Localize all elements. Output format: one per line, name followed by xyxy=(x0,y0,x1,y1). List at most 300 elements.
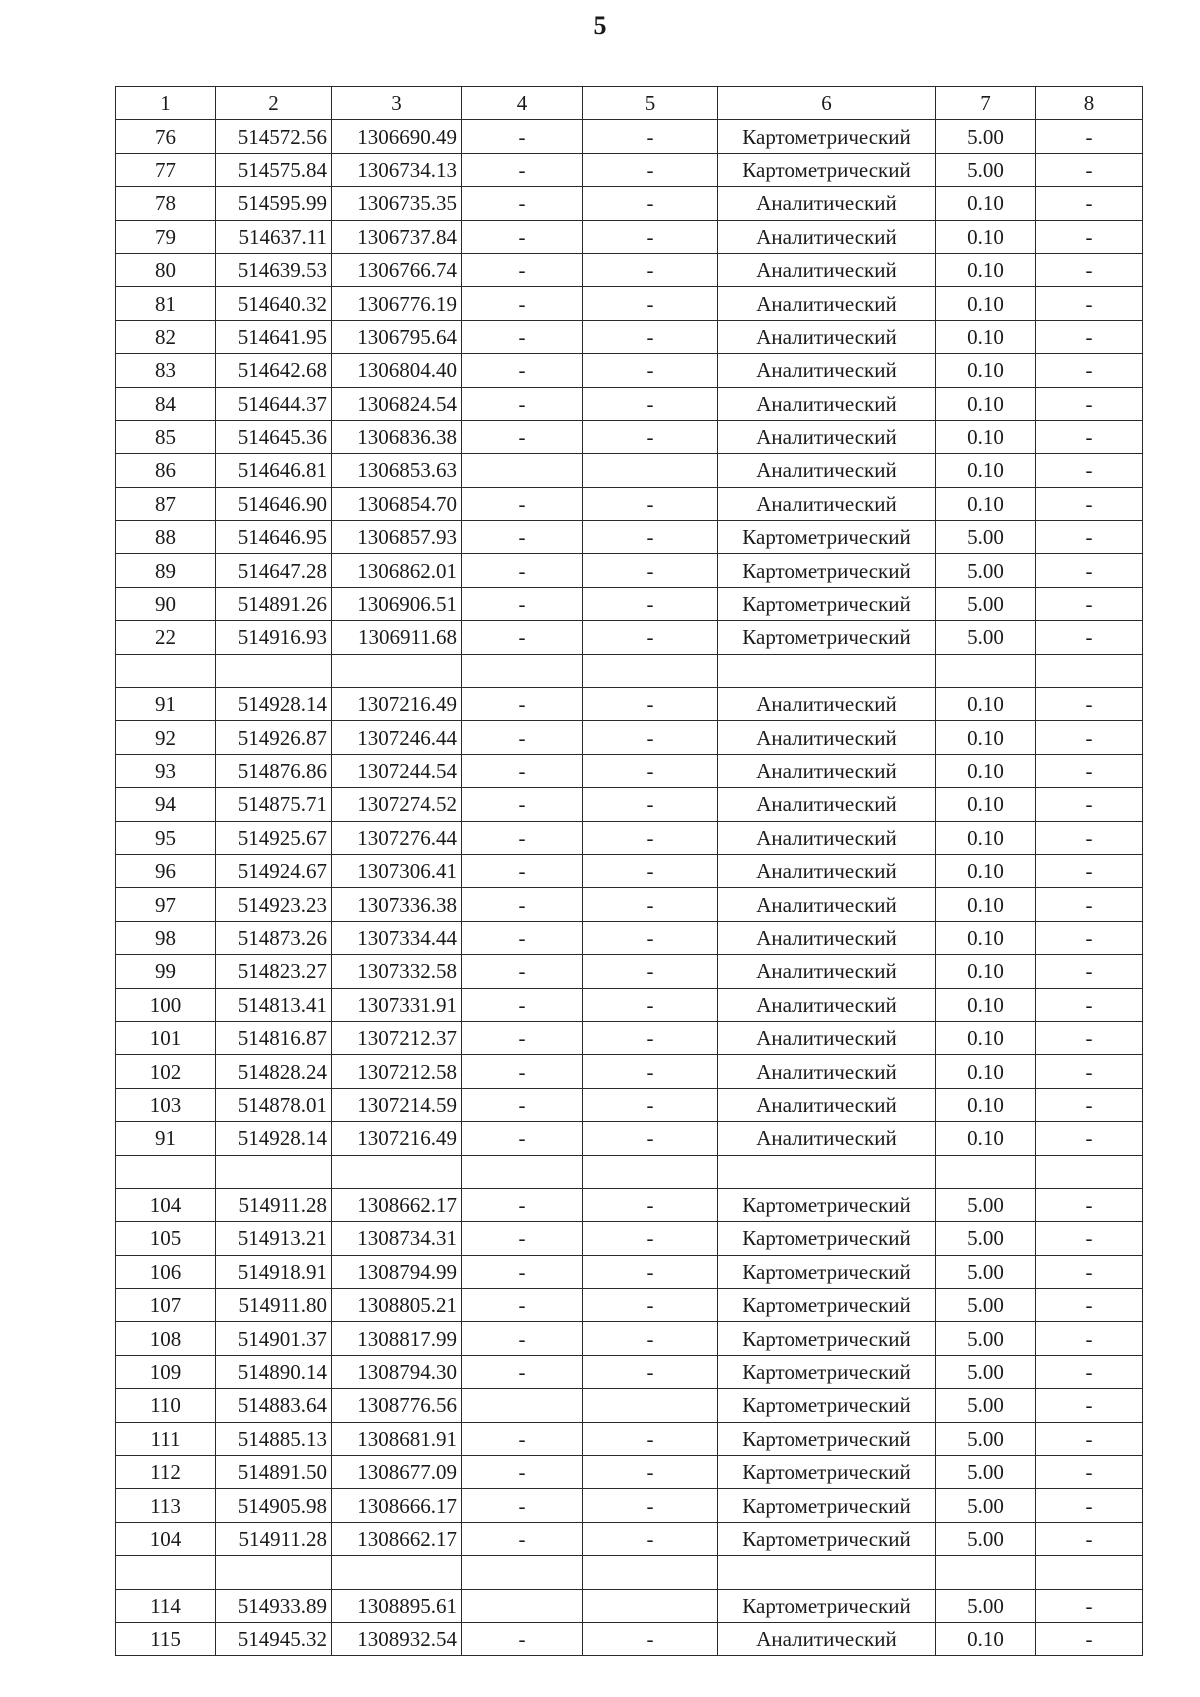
cell-col8: - xyxy=(1036,888,1143,921)
cell-coord-y: 1308805.21 xyxy=(332,1289,462,1322)
header-cell-7: 7 xyxy=(936,87,1036,120)
cell-col4: - xyxy=(462,721,583,754)
cell-col8: - xyxy=(1036,1355,1143,1388)
cell-method: Аналитический xyxy=(718,1122,936,1155)
cell-method: Картометрический xyxy=(718,554,936,587)
table-row xyxy=(116,1289,1143,1322)
cell-coord-x: 514911.28 xyxy=(216,1188,332,1221)
cell-col8: - xyxy=(1036,521,1143,554)
cell-method: Картометрический xyxy=(718,1489,936,1522)
table-row xyxy=(116,721,1143,754)
table-row xyxy=(116,754,1143,787)
cell-coord-y: 1306737.84 xyxy=(332,220,462,253)
cell-coord-x: 514916.93 xyxy=(216,621,332,654)
cell-col4: - xyxy=(462,554,583,587)
cell-col5: - xyxy=(583,187,718,220)
cell-accuracy: 5.00 xyxy=(936,1422,1036,1455)
cell-point-number: 22 xyxy=(116,621,216,654)
table-row xyxy=(116,420,1143,453)
cell-accuracy: 5.00 xyxy=(936,153,1036,186)
cell-col5: - xyxy=(583,754,718,787)
cell-coord-x: 514639.53 xyxy=(216,253,332,286)
cell-col5: - xyxy=(583,788,718,821)
cell-col4: - xyxy=(462,1622,583,1655)
cell-point-number: 114 xyxy=(116,1589,216,1622)
cell-coord-y: 1306836.38 xyxy=(332,420,462,453)
cell-col8: - xyxy=(1036,621,1143,654)
cell-col4: - xyxy=(462,888,583,921)
cell-point-number xyxy=(116,1155,216,1188)
cell-point-number: 86 xyxy=(116,454,216,487)
cell-method: Картометрический xyxy=(718,1322,936,1355)
cell-method xyxy=(718,654,936,687)
cell-col5: - xyxy=(583,1322,718,1355)
cell-col8: - xyxy=(1036,1489,1143,1522)
cell-accuracy: 0.10 xyxy=(936,1088,1036,1121)
cell-accuracy: 5.00 xyxy=(936,1355,1036,1388)
cell-col5: - xyxy=(583,921,718,954)
cell-coord-y: 1308662.17 xyxy=(332,1522,462,1555)
cell-col8: - xyxy=(1036,988,1143,1021)
cell-coord-x: 514647.28 xyxy=(216,554,332,587)
cell-coord-x: 514646.90 xyxy=(216,487,332,520)
cell-col8: - xyxy=(1036,854,1143,887)
table-row xyxy=(116,1422,1143,1455)
cell-coord-x: 514923.23 xyxy=(216,888,332,921)
cell-col8: - xyxy=(1036,1589,1143,1622)
cell-col5 xyxy=(583,1556,718,1589)
cell-method: Аналитический xyxy=(718,354,936,387)
cell-col5: - xyxy=(583,1422,718,1455)
cell-point-number: 99 xyxy=(116,955,216,988)
cell-method: Аналитический xyxy=(718,1021,936,1054)
cell-col8: - xyxy=(1036,1289,1143,1322)
table-row xyxy=(116,1255,1143,1288)
cell-coord-y: 1307332.58 xyxy=(332,955,462,988)
cell-col8: - xyxy=(1036,1322,1143,1355)
cell-col8: - xyxy=(1036,1122,1143,1155)
cell-col5: - xyxy=(583,888,718,921)
table-row xyxy=(116,521,1143,554)
cell-coord-y: 1308794.30 xyxy=(332,1355,462,1388)
cell-col8 xyxy=(1036,1556,1143,1589)
table-row xyxy=(116,554,1143,587)
cell-coord-x: 514924.67 xyxy=(216,854,332,887)
cell-coord-y: 1308662.17 xyxy=(332,1188,462,1221)
cell-method: Аналитический xyxy=(718,854,936,887)
cell-col4: - xyxy=(462,420,583,453)
table-row xyxy=(116,587,1143,620)
cell-accuracy: 5.00 xyxy=(936,1589,1036,1622)
cell-col5: - xyxy=(583,487,718,520)
cell-coord-y: 1306854.70 xyxy=(332,487,462,520)
cell-col8 xyxy=(1036,1155,1143,1188)
cell-col4: - xyxy=(462,621,583,654)
cell-coord-x: 514828.24 xyxy=(216,1055,332,1088)
cell-col4: - xyxy=(462,1322,583,1355)
cell-coord-x: 514873.26 xyxy=(216,921,332,954)
cell-method: Аналитический xyxy=(718,220,936,253)
cell-coord-x: 514905.98 xyxy=(216,1489,332,1522)
cell-coord-y: 1307216.49 xyxy=(332,1122,462,1155)
cell-col5: - xyxy=(583,387,718,420)
cell-accuracy: 0.10 xyxy=(936,1622,1036,1655)
cell-accuracy: 0.10 xyxy=(936,1021,1036,1054)
cell-coord-y: 1308734.31 xyxy=(332,1222,462,1255)
cell-point-number: 95 xyxy=(116,821,216,854)
cell-point-number: 102 xyxy=(116,1055,216,1088)
cell-col8: - xyxy=(1036,721,1143,754)
cell-method: Картометрический xyxy=(718,621,936,654)
cell-point-number: 89 xyxy=(116,554,216,587)
cell-method: Аналитический xyxy=(718,320,936,353)
cell-coord-y xyxy=(332,1556,462,1589)
cell-col4 xyxy=(462,454,583,487)
cell-col8: - xyxy=(1036,1255,1143,1288)
cell-col5: - xyxy=(583,587,718,620)
cell-col4: - xyxy=(462,521,583,554)
cell-col4: - xyxy=(462,788,583,821)
cell-point-number: 94 xyxy=(116,788,216,821)
cell-method: Картометрический xyxy=(718,1222,936,1255)
cell-coord-y: 1307246.44 xyxy=(332,721,462,754)
cell-coord-x: 514890.14 xyxy=(216,1355,332,1388)
cell-coord-x xyxy=(216,1155,332,1188)
cell-coord-x: 514925.67 xyxy=(216,821,332,854)
cell-method: Картометрический xyxy=(718,521,936,554)
cell-col4: - xyxy=(462,287,583,320)
cell-col4: - xyxy=(462,1522,583,1555)
table-row xyxy=(116,1188,1143,1221)
cell-method: Аналитический xyxy=(718,821,936,854)
cell-method: Картометрический xyxy=(718,1289,936,1322)
cell-coord-x: 514926.87 xyxy=(216,721,332,754)
header-cell-8: 8 xyxy=(1036,87,1143,120)
cell-accuracy: 0.10 xyxy=(936,187,1036,220)
table-row xyxy=(116,1122,1143,1155)
cell-method: Картометрический xyxy=(718,120,936,153)
cell-coord-x: 514911.80 xyxy=(216,1289,332,1322)
cell-point-number: 91 xyxy=(116,1122,216,1155)
cell-point-number: 79 xyxy=(116,220,216,253)
cell-accuracy: 0.10 xyxy=(936,955,1036,988)
cell-method: Аналитический xyxy=(718,387,936,420)
cell-coord-y: 1307214.59 xyxy=(332,1088,462,1121)
cell-coord-x: 514911.28 xyxy=(216,1522,332,1555)
table-row xyxy=(116,955,1143,988)
cell-accuracy: 0.10 xyxy=(936,253,1036,286)
cell-accuracy: 5.00 xyxy=(936,1289,1036,1322)
cell-col8 xyxy=(1036,654,1143,687)
cell-coord-x: 514891.50 xyxy=(216,1456,332,1489)
table-row xyxy=(116,287,1143,320)
cell-coord-x: 514928.14 xyxy=(216,1122,332,1155)
cell-col4: - xyxy=(462,688,583,721)
table-body xyxy=(116,87,1143,1656)
cell-method: Аналитический xyxy=(718,888,936,921)
cell-col4: - xyxy=(462,120,583,153)
cell-method: Картометрический xyxy=(718,1188,936,1221)
cell-col4 xyxy=(462,1389,583,1422)
cell-coord-y: 1307212.58 xyxy=(332,1055,462,1088)
cell-col8: - xyxy=(1036,253,1143,286)
header-cell-1: 1 xyxy=(116,87,216,120)
cell-coord-x: 514823.27 xyxy=(216,955,332,988)
cell-coord-x: 514918.91 xyxy=(216,1255,332,1288)
cell-col5: - xyxy=(583,153,718,186)
cell-coord-y: 1307331.91 xyxy=(332,988,462,1021)
cell-method: Картометрический xyxy=(718,1255,936,1288)
cell-accuracy: 0.10 xyxy=(936,454,1036,487)
cell-accuracy: 0.10 xyxy=(936,1055,1036,1088)
table-row xyxy=(116,253,1143,286)
cell-col4: - xyxy=(462,387,583,420)
cell-accuracy: 0.10 xyxy=(936,420,1036,453)
coordinates-table xyxy=(115,86,1143,1656)
cell-accuracy: 0.10 xyxy=(936,320,1036,353)
cell-col4: - xyxy=(462,1422,583,1455)
cell-col4: - xyxy=(462,487,583,520)
cell-method: Аналитический xyxy=(718,788,936,821)
cell-point-number: 104 xyxy=(116,1522,216,1555)
cell-method: Аналитический xyxy=(718,253,936,286)
cell-coord-x: 514876.86 xyxy=(216,754,332,787)
cell-col8: - xyxy=(1036,1021,1143,1054)
cell-coord-x: 514891.26 xyxy=(216,587,332,620)
cell-accuracy xyxy=(936,1556,1036,1589)
cell-coord-y: 1308794.99 xyxy=(332,1255,462,1288)
cell-col8: - xyxy=(1036,120,1143,153)
cell-point-number: 93 xyxy=(116,754,216,787)
cell-col5: - xyxy=(583,1289,718,1322)
cell-coord-y: 1306735.35 xyxy=(332,187,462,220)
cell-method: Аналитический xyxy=(718,688,936,721)
separator-row xyxy=(116,1155,1143,1188)
cell-point-number: 108 xyxy=(116,1322,216,1355)
cell-col5: - xyxy=(583,955,718,988)
cell-coord-x: 514572.56 xyxy=(216,120,332,153)
cell-col5: - xyxy=(583,1122,718,1155)
cell-col8: - xyxy=(1036,1055,1143,1088)
table-row xyxy=(116,1088,1143,1121)
cell-col4: - xyxy=(462,921,583,954)
cell-accuracy: 5.00 xyxy=(936,1522,1036,1555)
cell-point-number: 90 xyxy=(116,587,216,620)
cell-col5: - xyxy=(583,420,718,453)
header-cell-2: 2 xyxy=(216,87,332,120)
cell-col5: - xyxy=(583,1222,718,1255)
cell-coord-x: 514813.41 xyxy=(216,988,332,1021)
cell-accuracy: 5.00 xyxy=(936,621,1036,654)
cell-point-number xyxy=(116,1556,216,1589)
cell-col5: - xyxy=(583,1088,718,1121)
cell-accuracy: 0.10 xyxy=(936,854,1036,887)
cell-col5: - xyxy=(583,821,718,854)
cell-col4: - xyxy=(462,354,583,387)
cell-col8: - xyxy=(1036,1389,1143,1422)
table-row xyxy=(116,854,1143,887)
cell-method: Аналитический xyxy=(718,754,936,787)
header-row xyxy=(116,87,1143,120)
cell-col4: - xyxy=(462,1456,583,1489)
cell-point-number: 85 xyxy=(116,420,216,453)
cell-col8: - xyxy=(1036,1622,1143,1655)
cell-col4: - xyxy=(462,821,583,854)
page-number: 5 xyxy=(593,11,607,40)
cell-point-number: 109 xyxy=(116,1355,216,1388)
cell-coord-y xyxy=(332,1155,462,1188)
cell-col8: - xyxy=(1036,554,1143,587)
cell-point-number xyxy=(116,654,216,687)
cell-accuracy: 5.00 xyxy=(936,1322,1036,1355)
cell-coord-x: 514646.95 xyxy=(216,521,332,554)
cell-col4: - xyxy=(462,153,583,186)
cell-col5: - xyxy=(583,253,718,286)
cell-coord-y: 1308681.91 xyxy=(332,1422,462,1455)
cell-point-number: 107 xyxy=(116,1289,216,1322)
table-row xyxy=(116,688,1143,721)
cell-col8: - xyxy=(1036,955,1143,988)
cell-accuracy: 5.00 xyxy=(936,120,1036,153)
cell-method: Аналитический xyxy=(718,1622,936,1655)
cell-col5: - xyxy=(583,554,718,587)
cell-point-number: 77 xyxy=(116,153,216,186)
cell-accuracy: 0.10 xyxy=(936,387,1036,420)
table-row xyxy=(116,454,1143,487)
cell-point-number: 113 xyxy=(116,1489,216,1522)
cell-col5: - xyxy=(583,1255,718,1288)
cell-col4: - xyxy=(462,988,583,1021)
cell-coord-x: 514637.11 xyxy=(216,220,332,253)
cell-col4: - xyxy=(462,1255,583,1288)
cell-col8: - xyxy=(1036,320,1143,353)
cell-coord-x: 514875.71 xyxy=(216,788,332,821)
cell-method: Картометрический xyxy=(718,1522,936,1555)
cell-accuracy: 0.10 xyxy=(936,1122,1036,1155)
cell-accuracy: 0.10 xyxy=(936,354,1036,387)
cell-accuracy xyxy=(936,1155,1036,1188)
cell-point-number: 80 xyxy=(116,253,216,286)
cell-col5 xyxy=(583,654,718,687)
table-row xyxy=(116,988,1143,1021)
cell-point-number: 76 xyxy=(116,120,216,153)
cell-col5: - xyxy=(583,320,718,353)
cell-col8: - xyxy=(1036,821,1143,854)
cell-col4: - xyxy=(462,1122,583,1155)
cell-col8: - xyxy=(1036,1222,1143,1255)
cell-col8: - xyxy=(1036,187,1143,220)
cell-coord-y: 1308817.99 xyxy=(332,1322,462,1355)
cell-coord-y: 1307274.52 xyxy=(332,788,462,821)
cell-col5 xyxy=(583,1155,718,1188)
cell-method: Аналитический xyxy=(718,1055,936,1088)
cell-col4: - xyxy=(462,1355,583,1388)
cell-col5: - xyxy=(583,688,718,721)
cell-accuracy: 0.10 xyxy=(936,788,1036,821)
table-row xyxy=(116,1389,1143,1422)
cell-col4: - xyxy=(462,1222,583,1255)
separator-row xyxy=(116,654,1143,687)
cell-method: Аналитический xyxy=(718,287,936,320)
cell-col5: - xyxy=(583,1355,718,1388)
cell-coord-y: 1306853.63 xyxy=(332,454,462,487)
table-row xyxy=(116,387,1143,420)
cell-method: Аналитический xyxy=(718,420,936,453)
cell-coord-x: 514642.68 xyxy=(216,354,332,387)
cell-method xyxy=(718,1556,936,1589)
cell-coord-x: 514595.99 xyxy=(216,187,332,220)
cell-coord-y: 1308677.09 xyxy=(332,1456,462,1489)
cell-col5: - xyxy=(583,1489,718,1522)
cell-coord-y: 1308776.56 xyxy=(332,1389,462,1422)
cell-coord-x: 514640.32 xyxy=(216,287,332,320)
cell-point-number: 83 xyxy=(116,354,216,387)
cell-coord-y xyxy=(332,654,462,687)
cell-col8: - xyxy=(1036,587,1143,620)
cell-col5 xyxy=(583,1389,718,1422)
cell-accuracy: 0.10 xyxy=(936,287,1036,320)
cell-point-number: 97 xyxy=(116,888,216,921)
cell-col5: - xyxy=(583,1188,718,1221)
cell-col4 xyxy=(462,1589,583,1622)
cell-col8: - xyxy=(1036,1188,1143,1221)
cell-col8: - xyxy=(1036,1088,1143,1121)
cell-col4: - xyxy=(462,1055,583,1088)
cell-col5: - xyxy=(583,220,718,253)
cell-coord-x: 514816.87 xyxy=(216,1021,332,1054)
cell-coord-x: 514928.14 xyxy=(216,688,332,721)
cell-coord-y: 1306906.51 xyxy=(332,587,462,620)
cell-point-number: 115 xyxy=(116,1622,216,1655)
cell-point-number: 98 xyxy=(116,921,216,954)
cell-col8: - xyxy=(1036,220,1143,253)
cell-col5: - xyxy=(583,1622,718,1655)
table-row xyxy=(116,821,1143,854)
cell-col8: - xyxy=(1036,354,1143,387)
cell-accuracy: 5.00 xyxy=(936,1188,1036,1221)
cell-col5: - xyxy=(583,1456,718,1489)
cell-accuracy: 0.10 xyxy=(936,688,1036,721)
cell-method: Картометрический xyxy=(718,1355,936,1388)
table-row xyxy=(116,220,1143,253)
table-row xyxy=(116,1021,1143,1054)
cell-col5: - xyxy=(583,721,718,754)
cell-point-number: 82 xyxy=(116,320,216,353)
cell-col4: - xyxy=(462,587,583,620)
cell-col8: - xyxy=(1036,1456,1143,1489)
table-row xyxy=(116,487,1143,520)
cell-method: Аналитический xyxy=(718,721,936,754)
cell-point-number: 110 xyxy=(116,1389,216,1422)
cell-method: Аналитический xyxy=(718,921,936,954)
cell-accuracy: 5.00 xyxy=(936,554,1036,587)
cell-point-number: 91 xyxy=(116,688,216,721)
cell-col8: - xyxy=(1036,1522,1143,1555)
cell-point-number: 106 xyxy=(116,1255,216,1288)
cell-point-number: 88 xyxy=(116,521,216,554)
cell-coord-y: 1308666.17 xyxy=(332,1489,462,1522)
cell-coord-x: 514645.36 xyxy=(216,420,332,453)
cell-method: Аналитический xyxy=(718,454,936,487)
cell-coord-y: 1306690.49 xyxy=(332,120,462,153)
table-row xyxy=(116,1322,1143,1355)
cell-point-number: 112 xyxy=(116,1456,216,1489)
cell-coord-x xyxy=(216,654,332,687)
table-row xyxy=(116,1622,1143,1655)
cell-point-number: 105 xyxy=(116,1222,216,1255)
cell-col5: - xyxy=(583,354,718,387)
cell-col8: - xyxy=(1036,921,1143,954)
